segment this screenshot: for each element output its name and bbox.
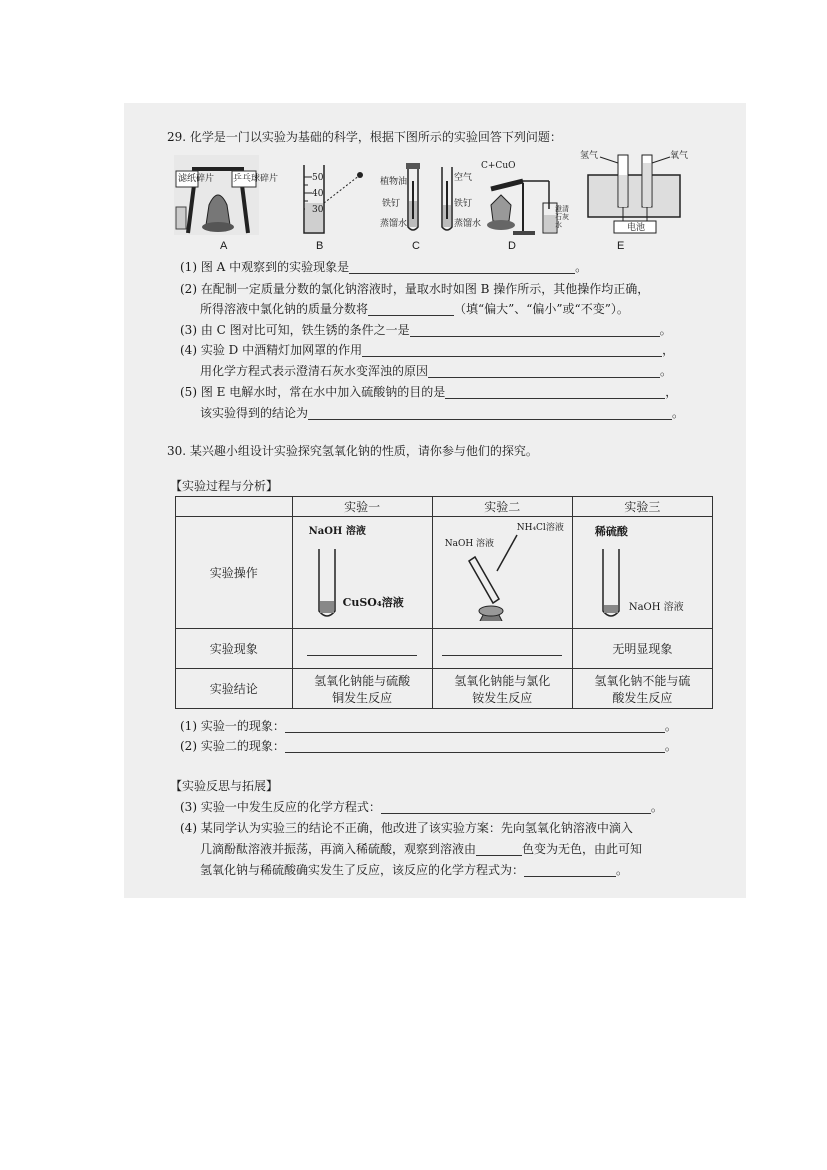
exp2-phenomenon-blank[interactable] <box>442 644 562 656</box>
exp2-phenomenon-cell <box>432 629 572 669</box>
q29-2-blank[interactable] <box>368 304 454 316</box>
exam-sheet <box>124 103 746 898</box>
exp2-tag-nh4cl: NH₄Cl溶液 <box>516 523 564 533</box>
exp1-conclusion-line1: 氢氧化钠能与硫酸 <box>314 673 411 688</box>
figure-c <box>380 161 482 237</box>
exp2-conclusion-line1: 氢氧化钠能与氯化 <box>454 673 551 688</box>
exp3-tag-acid: 稀硫酸 <box>594 525 628 538</box>
q30-3-blank[interactable] <box>381 802 651 814</box>
row-label-phenomenon: 实验现象 <box>176 629 293 669</box>
figure-e-battery: 电池 <box>627 223 646 233</box>
q30-1-period: 。 <box>664 719 677 733</box>
q29-3-text: (3) 由 C 图对比可知，铁生锈的条件之一是 <box>180 323 410 337</box>
experiment-table <box>175 496 713 709</box>
q29-4b-blank[interactable] <box>428 366 660 378</box>
table-header-exp2: 实验二 <box>432 497 572 517</box>
figure-a-label: A <box>220 240 228 252</box>
row-label-operation: 实验操作 <box>176 517 293 629</box>
q29-5a-comma: ， <box>665 385 678 399</box>
figure-a-right-tag: 乒乓球碎片 <box>233 174 279 184</box>
figure-c-tag-oil: 植物油 <box>380 177 408 187</box>
exp2-conclusion-line2: 铵发生反应 <box>472 690 533 705</box>
q29-3-period: 。 <box>659 323 672 337</box>
q29-1-period: 。 <box>575 260 588 274</box>
q30-1-blank[interactable] <box>285 721 665 733</box>
figure-b-tick-40: 40 <box>312 189 324 199</box>
q30-3-period: 。 <box>650 800 663 814</box>
figure-c-label: C <box>412 240 420 252</box>
q29-5b-blank[interactable] <box>308 408 672 420</box>
figure-a-left-tag: 滤纸碎片 <box>178 174 215 184</box>
q29-5a-blank[interactable] <box>445 387 665 399</box>
q29-5a-text: (5) 图 E 电解水时，常在水中加入硫酸钠的目的是 <box>180 385 446 399</box>
q30-4c-period: 。 <box>616 863 629 877</box>
exp1-phenomenon-blank[interactable] <box>307 644 417 656</box>
q29-5b-period: 。 <box>672 406 685 420</box>
figure-c-tag-nail-right: 铁钉 <box>454 199 473 209</box>
exp1-tag-naoh: NaOH 溶液 <box>308 526 366 537</box>
q29-1-blank[interactable] <box>349 262 575 274</box>
q30-2 <box>180 739 677 753</box>
q30-section-reflection: 【实验反思与拓展】 <box>170 779 279 793</box>
exp1-conclusion-line2: 铜发生反应 <box>332 690 393 705</box>
q30-1 <box>180 719 677 733</box>
q29-2c-text: （填“偏大”、“偏小”或“不变”）。 <box>454 302 629 316</box>
table-header-empty <box>176 497 293 517</box>
q29-5b-text: 该实验得到的结论为 <box>200 406 309 420</box>
exp3-conclusion-line1: 氢氧化钠不能与硫 <box>594 673 691 688</box>
q30-4b <box>200 842 642 856</box>
q29-4b-period: 。 <box>660 364 673 378</box>
table-row-operation <box>176 517 713 629</box>
exp1-tag-cuso4: CuSO₄溶液 <box>342 596 404 609</box>
exp3-phenomenon: 无明显现象 <box>572 629 712 669</box>
exp3-conclusion-line2: 酸发生反应 <box>612 690 673 705</box>
exp3-conclusion <box>572 669 712 709</box>
q30-stem: 30. 某兴趣小组设计实验探究氢氧化钠的性质，请你参与他们的探究。 <box>167 444 538 458</box>
q30-4b-text2: 色变为无色，由此可知 <box>522 842 643 856</box>
figure-b-label: B <box>316 240 324 252</box>
q29-5b <box>200 406 684 420</box>
figure-c-tag-water-left: 蒸馏水 <box>380 219 408 229</box>
exp2-figure <box>432 517 572 629</box>
q30-4a: (4) 某同学认为实验三的结论不正确，他改进了该实验方案：先向氢氧化钠溶液中滴入 <box>180 821 633 835</box>
table-row-conclusion <box>176 669 713 709</box>
q29-4a-comma: ， <box>662 343 675 357</box>
table-row-phenomenon <box>176 629 713 669</box>
figure-c-tag-water-right: 蒸馏水 <box>454 219 482 229</box>
figure-a <box>174 155 279 235</box>
q30-2-period: 。 <box>664 739 677 753</box>
table-header-exp1: 实验一 <box>292 497 432 517</box>
exp1-phenomenon-cell <box>292 629 432 669</box>
exp1-figure <box>292 517 432 629</box>
q29-stem: 29. 化学是一门以实验为基础的科学，根据下图所示的实验回答下列问题： <box>167 130 562 144</box>
q29-1-text: (1) 图 A 中观察到的实验现象是 <box>180 260 350 274</box>
q30-4-equation-blank[interactable] <box>524 865 616 877</box>
table-header-exp3: 实验三 <box>572 497 712 517</box>
exp3-tag-naoh: NaOH 溶液 <box>628 602 684 613</box>
figure-d-tag-reactants: C+CuO <box>481 161 516 171</box>
figure-e-label: E <box>617 240 625 252</box>
figure-d <box>479 159 569 237</box>
q29-2b-text: 所得溶液中氯化钠的质量分数将 <box>200 302 369 316</box>
q30-section-process: 【实验过程与分析】 <box>170 479 279 493</box>
q30-3-text: (3) 实验一中发生反应的化学方程式： <box>180 800 381 814</box>
q29-4a <box>180 343 674 357</box>
figure-c-tag-air: 空气 <box>454 173 473 183</box>
row-label-conclusion: 实验结论 <box>176 669 293 709</box>
figure-e <box>580 149 690 237</box>
figure-e-hydrogen: 氢气 <box>580 151 599 161</box>
exp1-conclusion <box>292 669 432 709</box>
q30-2-blank[interactable] <box>285 741 665 753</box>
q30-2-text: (2) 实验二的现象： <box>180 739 285 753</box>
exp3-figure <box>572 517 712 629</box>
q30-4c-text: 氢氧化钠与稀硫酸确实发生了反应，该反应的化学方程式为： <box>200 863 525 877</box>
exp2-tag-naoh: NaOH 溶液 <box>444 539 495 549</box>
q30-1-text: (1) 实验一的现象： <box>180 719 285 733</box>
table-header-row <box>176 497 713 517</box>
q29-2a: (2) 在配制一定质量分数的氯化钠溶液时，量取水时如图 B 操作所示，其他操作均正确， <box>180 282 650 296</box>
q30-3 <box>180 800 663 814</box>
q30-4b-text1: 几滴酚酞溶液并振荡，再滴入稀硫酸，观察到溶液由 <box>200 842 477 856</box>
q29-4a-blank[interactable] <box>362 345 662 357</box>
q29-3-blank[interactable] <box>410 325 660 337</box>
figure-b-tick-30: 30 <box>312 205 324 215</box>
q29-4a-text: (4) 实验 D 中酒精灯加网罩的作用 <box>180 343 363 357</box>
figure-b <box>290 163 370 235</box>
q29-5a <box>180 385 677 399</box>
q29-4b <box>200 364 672 378</box>
figure-c-tag-nail-left: 铁钉 <box>382 199 401 209</box>
q29-2b <box>200 302 629 316</box>
q29-4b-text: 用化学方程式表示澄清石灰水变浑浊的原因 <box>200 364 429 378</box>
figure-d-tag-limewater: 澄清石灰水 <box>555 205 569 229</box>
figure-e-oxygen: 氧气 <box>670 151 689 161</box>
q29-3 <box>180 323 672 337</box>
figure-b-tick-50: 50 <box>312 173 324 183</box>
figure-d-label: D <box>508 240 516 252</box>
q30-4-color-blank[interactable] <box>476 844 522 856</box>
exp2-conclusion <box>432 669 572 709</box>
q30-4c <box>200 863 628 877</box>
q29-1 <box>180 260 587 274</box>
